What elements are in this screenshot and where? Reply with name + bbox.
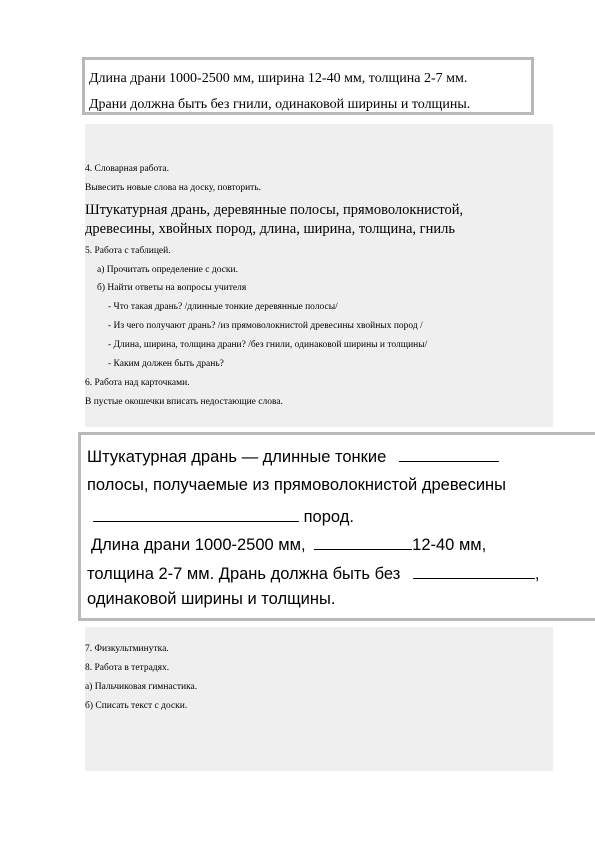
question-2: - Из чего получают дрань? /из прямоволокнистой древесины хвойных пород / [108,321,423,331]
vocabulary-line-2: древесины, хвойных пород, длина, ширина, толщина, гниль [85,221,455,237]
top-info-line-2: Драни должна быть без гнили, одинаковой ширины и толщины. [89,97,471,112]
question-3: - Длина, ширина, толщина драни? /без гнили, одинаковой ширины и толщины/ [108,340,428,350]
step-6-description: В пустые окошечки вписать недостающие слова. [85,397,283,407]
card-line-4-text-a: Длина драни 1000-2500 мм, [91,536,306,554]
step-8-title: 8. Работа в тетрадях. [85,663,170,673]
card-line-1-text: Штукатурная дрань — длинные тонкие [87,448,387,466]
step-5-title: 5. Работа с таблицей. [85,246,171,256]
card-line-2: полосы, получаемые из прямоволокнистой древесины [87,476,507,494]
card-line-1 [87,446,499,467]
card-blank-1[interactable] [399,446,499,462]
step-8-a: а) Пальчиковая гимнастика. [85,682,198,692]
top-info-box [82,57,534,115]
step-6-title: 6. Работа над карточками. [85,378,190,388]
card-line-5-text-a: толщина 2-7 мм. Дрань должна быть без [87,565,401,583]
fill-in-card [78,432,595,621]
card-line-3 [87,506,354,527]
card-blank-2[interactable] [93,506,299,522]
step-7-title: 7. Физкультминутка. [85,644,169,654]
card-blank-4[interactable] [413,563,535,579]
card-line-6: одинаковой ширины и толщины. [87,590,336,608]
card-line-5 [87,563,539,584]
vocabulary-line-1: Штукатурная дрань, деревянные полосы, прямоволокнистой, [85,202,464,218]
step-8-b: б) Списать текст с доски. [85,701,188,711]
question-4: - Каким должен быть дрань? [108,359,224,369]
card-line-5-text-b: , [534,565,540,583]
top-info-line-1: Длина драни 1000-2500 мм, ширина 12-40 мм, толщина 2-7 мм. [89,71,468,86]
step-4-title: 4. Словарная работа. [85,164,169,174]
question-1: - Что такая дрань? /длинные тонкие деревянные полосы/ [108,302,338,312]
step-5-a: а) Прочитать определение с доски. [97,265,238,275]
card-line-3-text: пород. [303,508,354,526]
step-5-b: б) Найти ответы на вопросы учителя [97,283,247,293]
step-4-description: Вывесить новые слова на доску, повторить. [85,183,262,193]
card-blank-3[interactable] [314,534,412,550]
card-line-4 [87,534,486,555]
card-line-4-text-b: 12-40 мм, [412,536,487,554]
